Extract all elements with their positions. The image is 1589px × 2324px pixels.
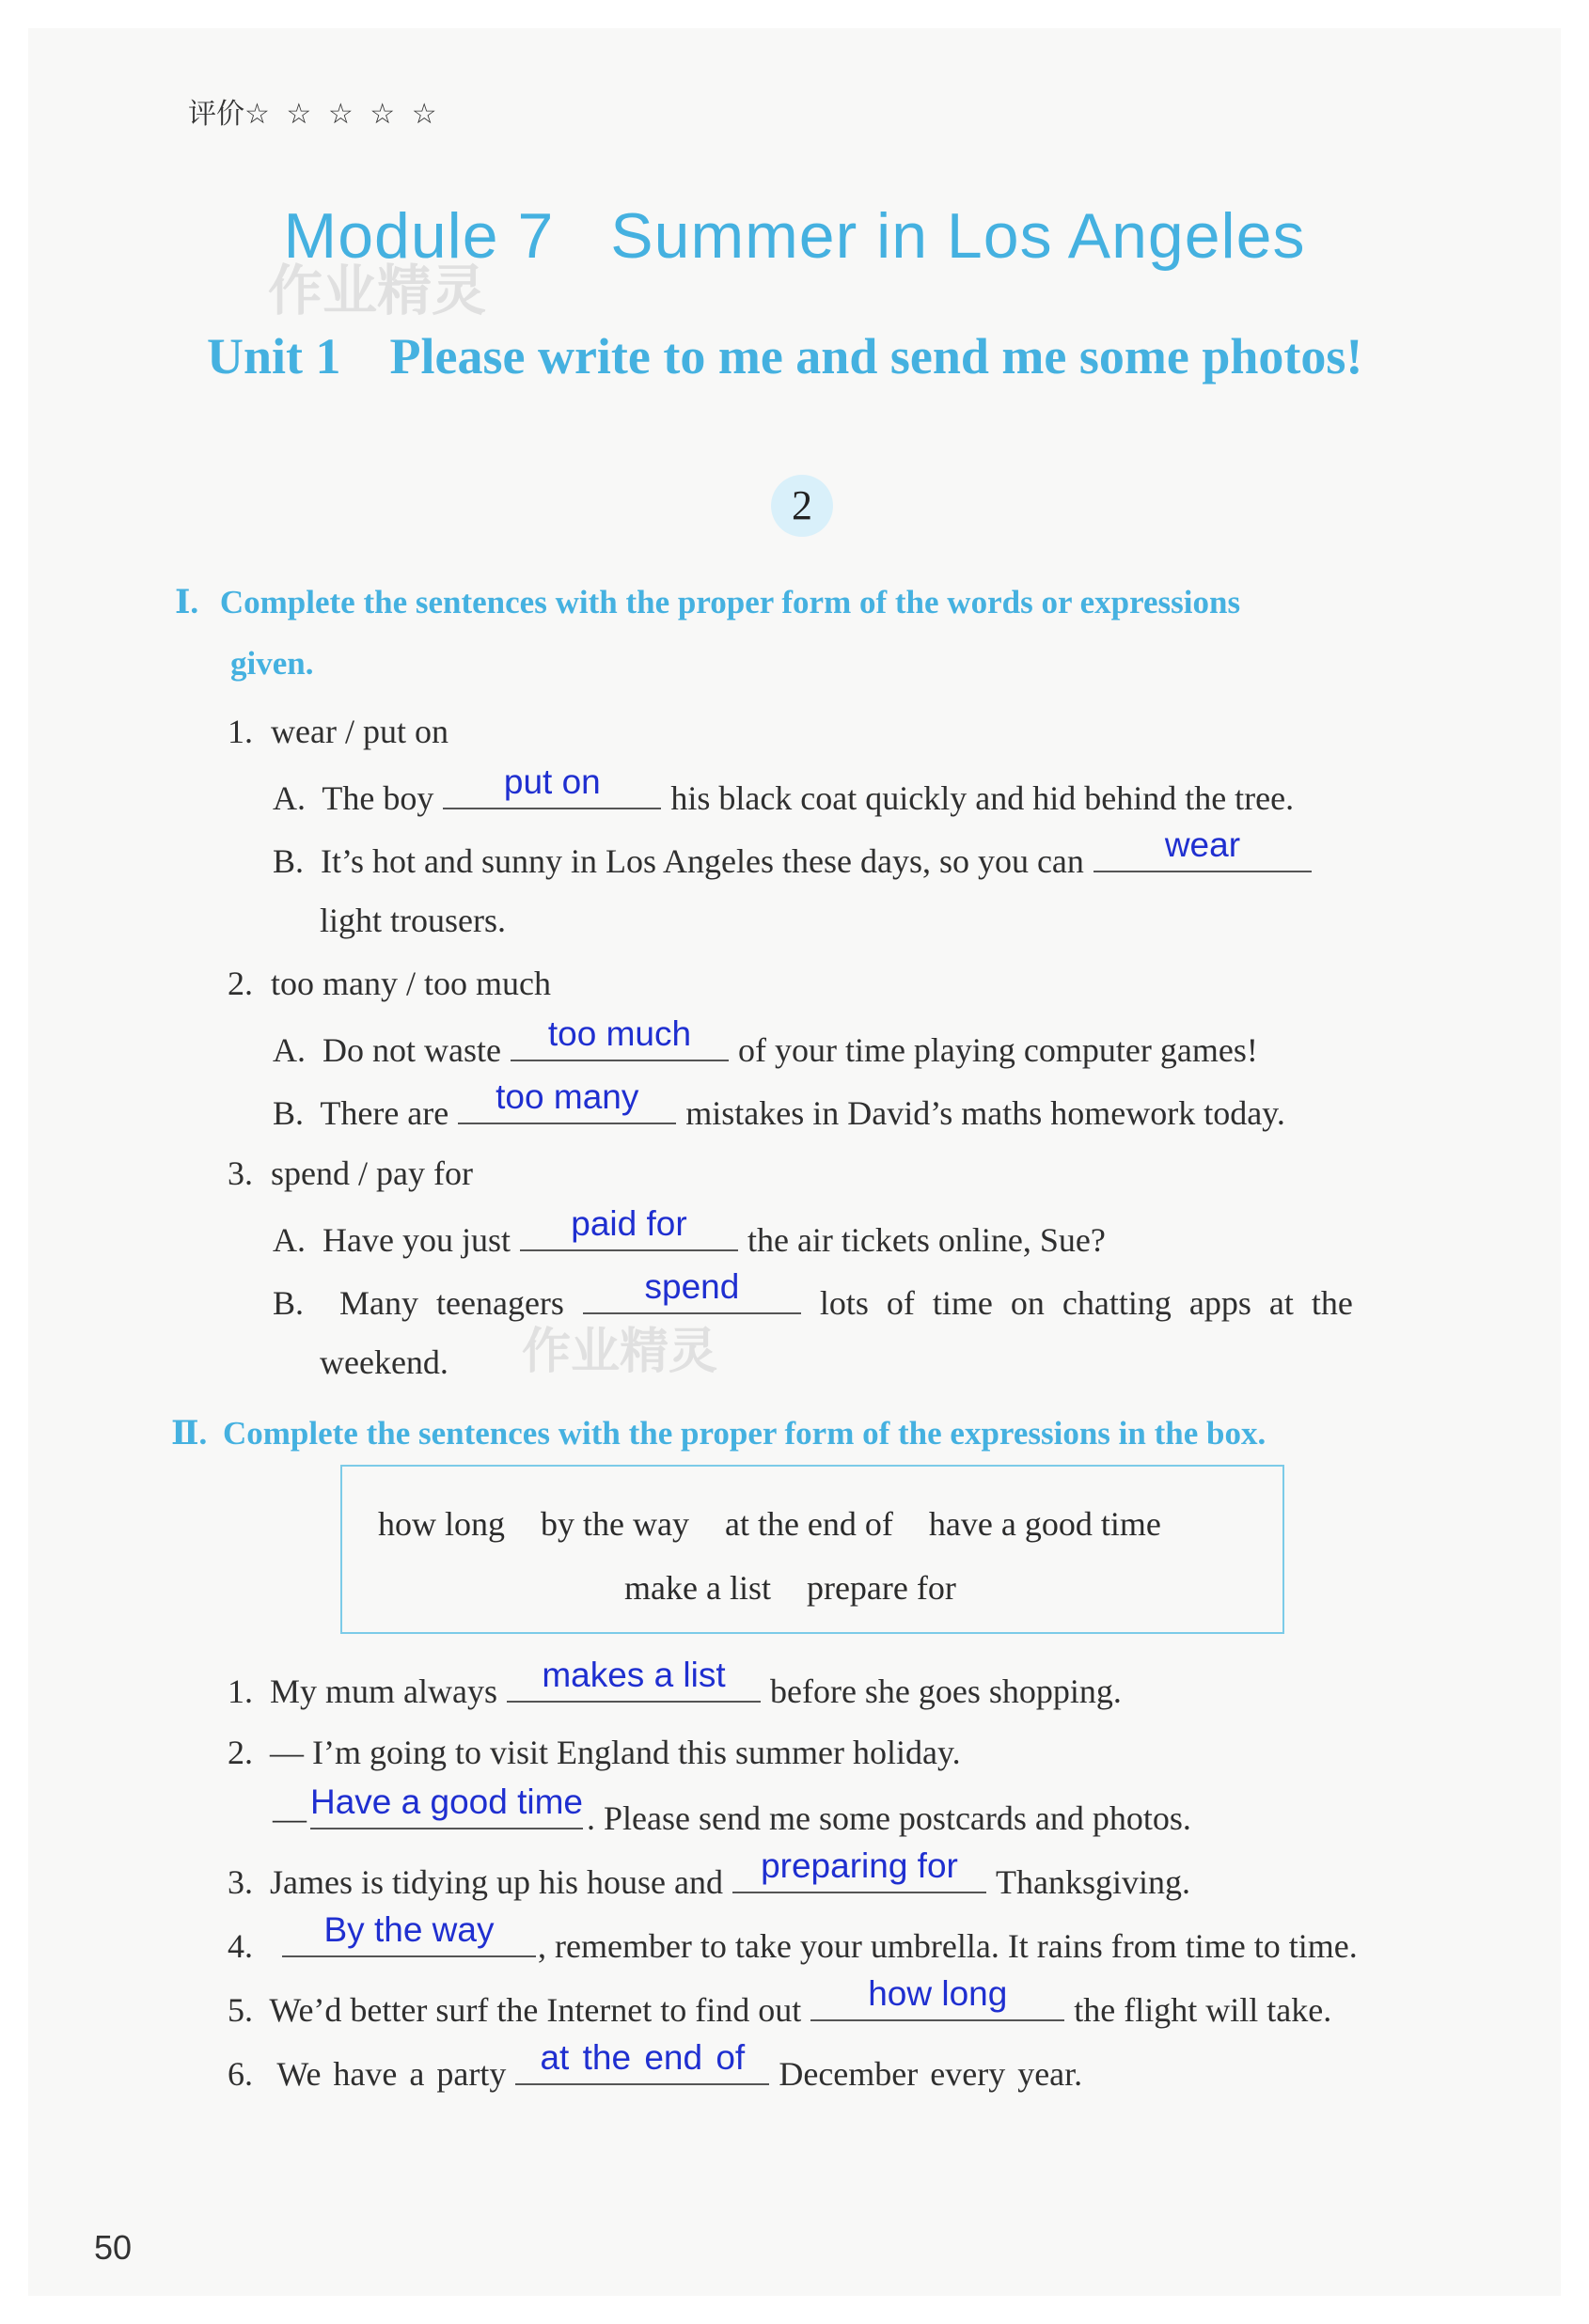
group-number: 2. — [228, 965, 253, 1002]
module-title — [0, 199, 1589, 273]
rating-label: 评价 — [188, 98, 244, 131]
answer-blank[interactable] — [511, 1014, 729, 1061]
answer-text: put on — [503, 762, 601, 801]
answer-blank[interactable] — [520, 1204, 738, 1251]
exercise-sentence: A. The boy put on his black coat quickly and hid behind the tree. — [273, 762, 1295, 817]
exercise-sentence: B. There are too many mistakes in David’s maths homework today. — [273, 1077, 1285, 1132]
rating-stars: ☆ ☆ ☆ ☆ ☆ — [244, 98, 441, 131]
sentence-text: his black coat quickly and hid behind the tree. — [670, 779, 1295, 817]
word-box — [340, 1465, 1284, 1634]
unit-title — [207, 327, 1362, 385]
sentence-text: There are — [320, 1094, 449, 1132]
section1-instruction-line2: given. — [230, 645, 314, 682]
module-number: Module 7 — [283, 200, 555, 272]
exercise-sentence: A. Do not waste too much of your time playing computer games! — [273, 1014, 1258, 1069]
answer-blank[interactable] — [1093, 825, 1312, 872]
rating — [188, 90, 441, 132]
answer-blank[interactable] — [507, 1656, 761, 1703]
answer-blank[interactable] — [310, 1782, 584, 1829]
word-box-row — [378, 1504, 1197, 1544]
section2-instruction — [171, 1414, 1266, 1452]
answer-text: By the way — [323, 1910, 495, 1949]
exercise-sentence — [273, 1782, 1191, 1838]
answer-blank[interactable] — [583, 1267, 801, 1314]
lesson-badge: 2 — [771, 475, 833, 537]
exercise-sentence: B. Many teenagers spend lots of time on chatting apps at the — [273, 1267, 1353, 1322]
exercise-sentence — [228, 1910, 1358, 1966]
exercise-sentence — [228, 1656, 1122, 1711]
exercise-sentence: B. It’s hot and sunny in Los Angeles these days, so you can wear — [273, 839, 1321, 881]
sentence-text: the air tickets online, Sue? — [747, 1221, 1106, 1259]
sentence-text: the flight will take. — [1074, 1991, 1332, 2029]
sentence-text: of your time playing computer games! — [737, 1031, 1258, 1069]
unit-name: Please write to me and send me some photos! — [389, 328, 1363, 385]
answer-text: too many — [496, 1077, 639, 1116]
box-expression: by the way — [541, 1505, 689, 1543]
module-name: Summer in Los Angeles — [610, 200, 1306, 272]
sentence-text: James is tidying up his house and — [270, 1863, 723, 1901]
section1-instruction — [175, 583, 1240, 621]
group-title — [228, 712, 448, 751]
sentence-text: My mum always — [270, 1672, 497, 1710]
sentence-text: — I’m going to visit England this summer holiday. — [270, 1734, 961, 1771]
answer-text: at the end of — [540, 2038, 746, 2077]
sentence-text: The boy — [322, 779, 434, 817]
group-title — [228, 1154, 473, 1193]
box-expression: how long — [378, 1505, 505, 1543]
answer-text: paid for — [571, 1204, 687, 1243]
section1-numeral: Ⅰ. — [175, 584, 199, 620]
item-number: 1. — [228, 1672, 253, 1710]
word-box-row — [624, 1568, 992, 1608]
dialogue-dash: — — [273, 1799, 307, 1837]
sentence-text: Have you just — [323, 1221, 511, 1259]
sentence-text: mistakes in David’s maths homework today. — [685, 1094, 1285, 1132]
item-number: 6. — [228, 2055, 253, 2093]
item-number: 5. — [228, 1991, 253, 2029]
group-number: 3. — [228, 1154, 253, 1192]
section1-instruction-line1: Complete the sentences with the proper form of the words or expressions — [219, 584, 1241, 620]
answer-text: wear — [1164, 825, 1241, 864]
exercise-sentence — [228, 1846, 1190, 1902]
exercise-sentence — [228, 1733, 961, 1772]
group-number: 1. — [228, 713, 253, 750]
box-expression: make a list — [624, 1569, 771, 1607]
sentence-text: before she goes shopping. — [769, 1672, 1122, 1710]
answer-blank[interactable] — [443, 762, 661, 809]
page-number: 50 — [94, 2228, 133, 2267]
exercise-sentence — [228, 1974, 1332, 2030]
watermark-logo: 作业精灵 — [522, 1324, 718, 1380]
sentence-text: We’d better surf the Internet to find out — [269, 1991, 802, 2029]
answer-blank[interactable] — [810, 1974, 1064, 2021]
answer-blank[interactable] — [282, 1910, 536, 1957]
item-number: 4. — [228, 1927, 253, 1965]
sentence-text: Many teenagers — [339, 1284, 564, 1322]
sentence-text: , remember to take your umbrella. It rains from time to time. — [538, 1927, 1358, 1965]
sentence-text: Do not waste — [323, 1031, 501, 1069]
item-number: 3. — [228, 1863, 253, 1901]
sentence-continuation: light trousers. — [320, 902, 506, 939]
sentence-text: We have a party — [276, 2055, 507, 2093]
answer-text: spend — [644, 1267, 740, 1306]
sentence-text: Thanksgiving. — [995, 1863, 1190, 1901]
sentence-text: It’s hot and sunny in Los Angeles these days, so you can — [321, 842, 1084, 880]
box-expression: prepare for — [806, 1569, 956, 1607]
answer-blank[interactable] — [515, 2038, 769, 2085]
group-words: too many / too much — [271, 965, 551, 1002]
item-number: 2. — [228, 1734, 253, 1771]
answer-text: preparing for — [761, 1846, 958, 1885]
exercise-sentence: A. Have you just paid for the air tickets online, Sue? — [273, 1204, 1106, 1259]
box-expression: at the end of — [724, 1505, 893, 1543]
sentence-continuation: weekend. — [320, 1343, 448, 1381]
answer-text: how long — [868, 1974, 1008, 2013]
answer-blank[interactable] — [732, 1846, 986, 1893]
box-expression: have a good time — [928, 1505, 1161, 1543]
answer-text: too much — [547, 1014, 692, 1053]
exercise-sentence — [228, 2038, 1083, 2094]
answer-text: makes a list — [542, 1656, 726, 1694]
answer-text: Have a good time — [310, 1782, 584, 1821]
answer-blank[interactable] — [458, 1077, 676, 1124]
sentence-text: December every year. — [779, 2055, 1083, 2093]
group-title — [228, 964, 551, 1003]
watermark-logo: 作业精灵 — [268, 259, 487, 322]
group-words: spend / pay for — [271, 1154, 473, 1192]
group-words: wear / put on — [271, 713, 448, 750]
section2-numeral: Ⅱ. — [171, 1415, 208, 1452]
sentence-text: . Please send me some postcards and photos. — [587, 1799, 1191, 1837]
sentence-text: lots of time on chatting apps at the — [819, 1284, 1353, 1322]
section2-instruction-text: Complete the sentences with the proper form of the expressions in the box. — [223, 1415, 1266, 1452]
unit-number: Unit 1 — [207, 328, 341, 385]
